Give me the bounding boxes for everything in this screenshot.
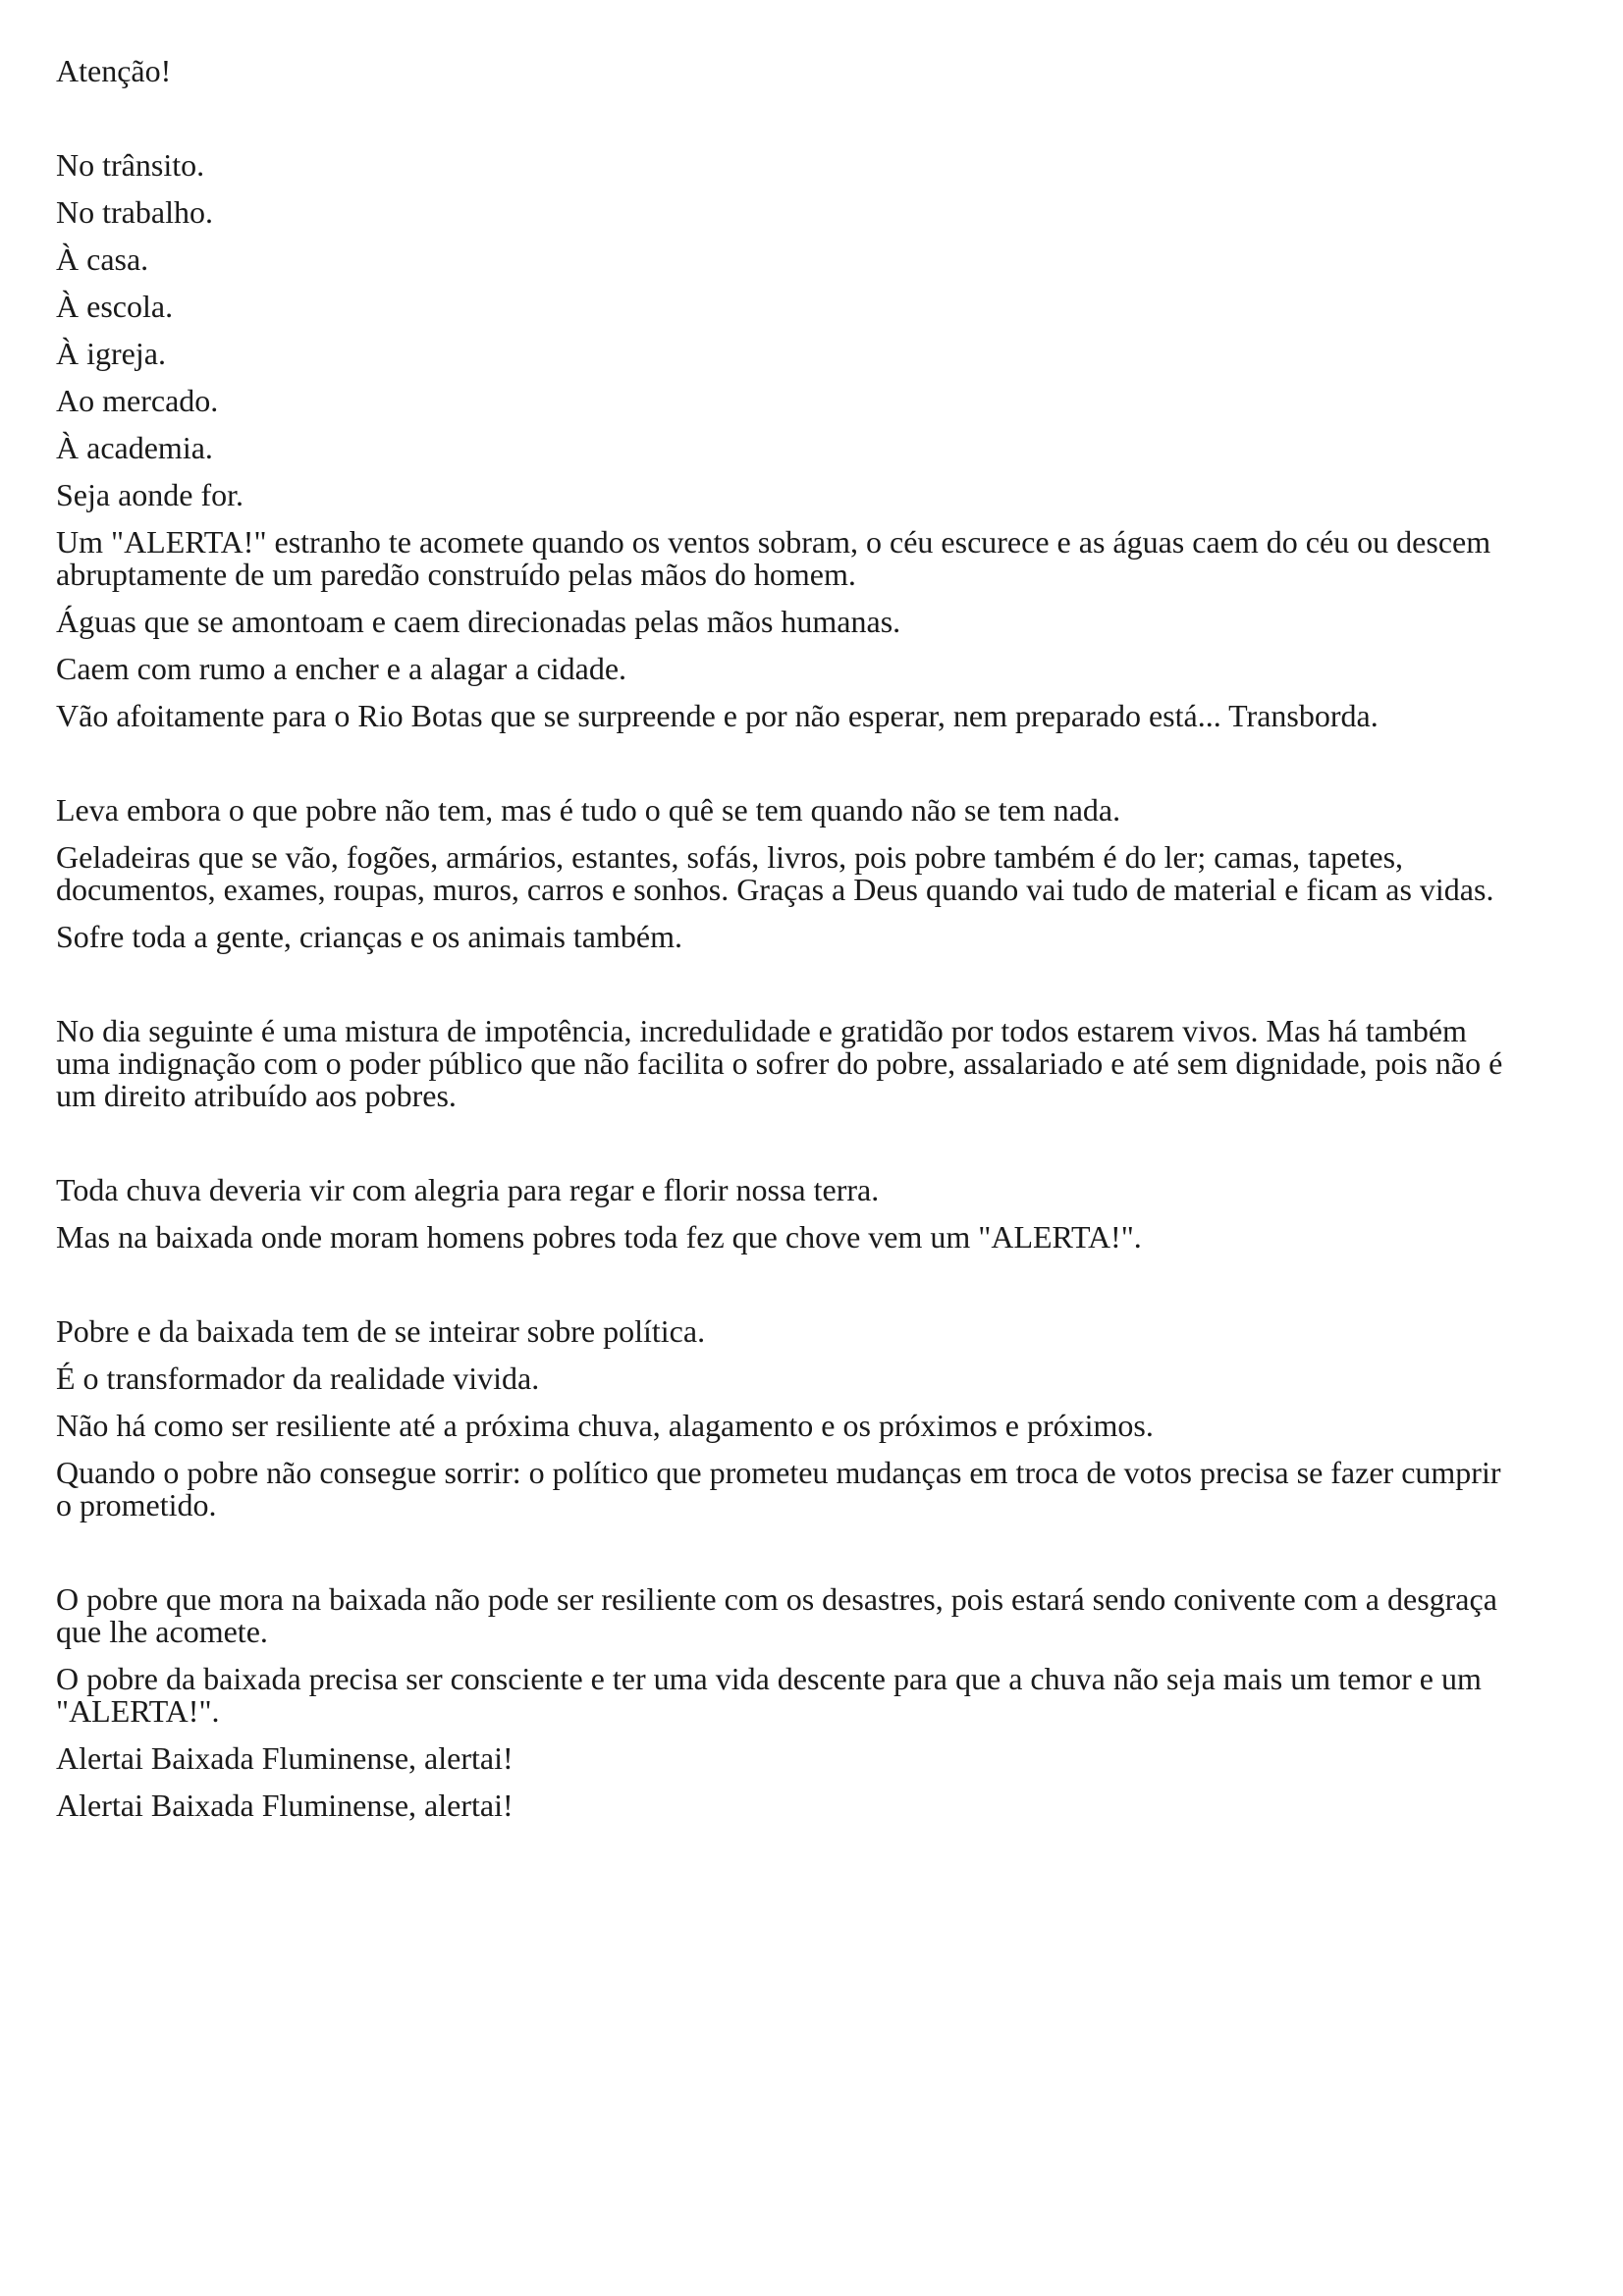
blank-line [56, 102, 1512, 134]
paragraph: Não há como ser resiliente até a próxima chuva, alagamento e os próximos e próximos. [56, 1408, 1154, 1443]
paragraph: À igreja. [56, 336, 166, 371]
paragraph: Toda chuva deveria vir com alegria para regar e florir nossa terra. [56, 1172, 880, 1207]
paragraph: Caem com rumo a encher e a alagar a cidade. [56, 651, 627, 686]
paragraph: Alertai Baixada Fluminense, alertai! [56, 1740, 514, 1776]
paragraph: O pobre da baixada precisa ser consciente e ter uma vida descente para que a chuva não seja mais um temor e um "ALERTA!". [56, 1661, 1482, 1729]
paragraph: Águas que se amontoam e caem direcionadas pelas mãos humanas. [56, 604, 901, 639]
blank-line [56, 1127, 1512, 1159]
paragraph: Alertai Baixada Fluminense, alertai! [56, 1788, 514, 1823]
paragraph: À escola. [56, 289, 174, 324]
paragraph: No trânsito. [56, 147, 205, 183]
blank-line [56, 747, 1512, 779]
paragraph: No trabalho. [56, 194, 213, 230]
paragraph: À casa. [56, 241, 149, 277]
blank-line [56, 1536, 1512, 1569]
paragraph: Quando o pobre não consegue sorrir: o político que prometeu mudanças em troca de votos precisa se fazer cumprir o prometido. [56, 1455, 1501, 1522]
paragraph: O pobre que mora na baixada não pode ser resiliente com os desastres, pois estará sendo conivente com a desgraça que lhe acomete. [56, 1581, 1497, 1649]
paragraph: É o transformador da realidade vivida. [56, 1361, 540, 1396]
paragraph: Um "ALERTA!" estranho te acomete quando os ventos sobram, o céu escurece e as águas caem do céu ou descem abruptamente de um paredão construído pelas mãos do homem. [56, 524, 1491, 592]
paragraph: Vão afoitamente para o Rio Botas que se surpreende e por não esperar, nem preparado está... Transborda. [56, 698, 1379, 733]
paragraph: No dia seguinte é uma mistura de impotência, incredulidade e gratidão por todos estarem vivos. Mas há também uma indignação com o poder público que não facilita o sofrer do pobre, assalariado e até sem dignidade, pois não é um direito atribuído aos pobres. [56, 1013, 1503, 1113]
paragraph: Mas na baixada onde moram homens pobres toda fez que chove vem um "ALERTA!". [56, 1219, 1142, 1255]
paragraph: Geladeiras que se vão, fogões, armários, estantes, sofás, livros, pois pobre também é do ler; camas, tapetes, documentos, exames, roupas, muros, carros e sonhos. Graças a Deus quando vai tudo de material e ficam as vidas. [56, 839, 1494, 907]
paragraph: Atenção! [56, 53, 172, 88]
paragraph: Leva embora o que pobre não tem, mas é tudo o quê se tem quando não se tem nada. [56, 792, 1121, 828]
paragraph: À academia. [56, 430, 213, 465]
paragraph: Sofre toda a gente, crianças e os animais também. [56, 919, 682, 954]
paragraph: Ao mercado. [56, 383, 219, 418]
paragraph: Pobre e da baixada tem de se inteirar sobre política. [56, 1313, 706, 1349]
document-body [56, 55, 1512, 1822]
blank-line [56, 968, 1512, 1000]
blank-line [56, 1268, 1512, 1301]
paragraph: Seja aonde for. [56, 477, 244, 512]
